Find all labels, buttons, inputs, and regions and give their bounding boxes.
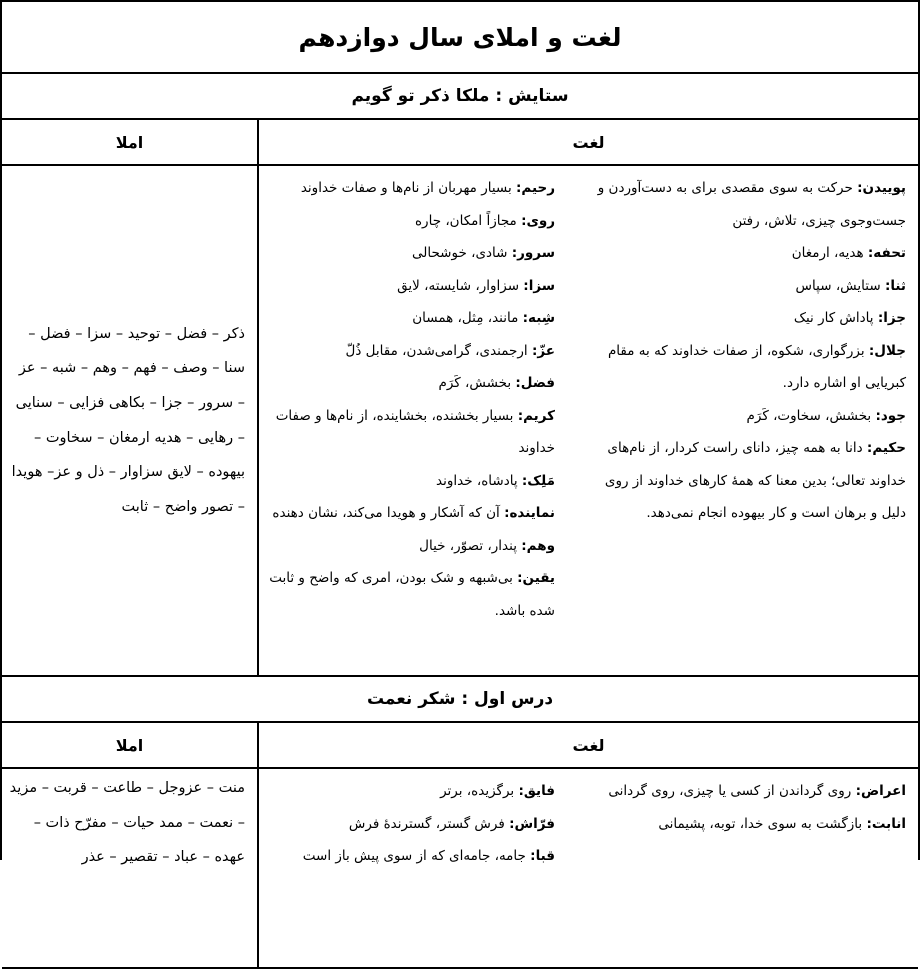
glossary-definition: روی گرداندن از کسی یا چیزی، روی گردانی	[608, 783, 856, 799]
glossary-word: قبا:	[530, 848, 555, 864]
document-title: لغت و املای سال دوازدهم	[2, 2, 918, 74]
glossary-word: تحفه:	[867, 245, 906, 261]
glossary-entry	[577, 172, 906, 237]
glossary-word: جود:	[875, 407, 906, 424]
glossary-entry	[577, 335, 906, 400]
glossary-entry	[267, 205, 555, 238]
glossary-word: نماینده:	[504, 505, 555, 521]
glossary-column-1	[569, 769, 918, 967]
section-heading: ستایش : ملکا ذکر تو گویم	[2, 74, 918, 120]
column-headers	[2, 723, 918, 769]
column-headers	[2, 120, 918, 166]
glossary-definition: بازگشت به سوی خدا، توبه، پشیمانی	[658, 815, 867, 832]
glossary-word: مَلِک:	[521, 472, 555, 489]
section-body	[2, 166, 918, 677]
glossary-definition: مجازاً امکان، چاره	[414, 212, 522, 229]
glossary-definition: بزرگواری، شکوه، از صفات خداوند که به مقام کبریایی او اشاره دارد.	[607, 342, 906, 391]
glossary-entry	[267, 808, 555, 841]
glossary-word: سزا:	[523, 277, 555, 294]
glossary-entry	[267, 465, 555, 498]
glossary-word: شِبه:	[522, 310, 555, 326]
glossary-entry	[267, 840, 555, 873]
glossary-definition: سزاوار، شایسته، لایق	[397, 277, 524, 294]
glossary-entry	[577, 400, 906, 433]
glossary-word: فایق:	[518, 783, 555, 799]
glossary-definition: ارجمندی، گرامی‌شدن، مقابل ذُلّ	[345, 342, 532, 359]
imla-cell	[2, 769, 257, 967]
glossary-entry	[267, 497, 555, 530]
imla-text: منت – عزوجل – طاعت – قربت – مزید – نعمت – ممد حیات – مفرّح ذات – عهده – عباد – تقصیر – عذر	[9, 780, 245, 866]
glossary-definition: بخشش، کَرَم	[438, 375, 516, 391]
glossary-definition: پادشاه، خداوند	[436, 472, 522, 489]
glossary-entry	[267, 237, 555, 270]
imla-header: املا	[115, 132, 144, 152]
glossary-entry	[267, 400, 555, 465]
glossary-entry	[267, 172, 555, 205]
glossary-definition: مانند، مِثل، همسان	[412, 310, 523, 326]
glossary-entry	[267, 335, 555, 368]
glossary-definition: برگزیده، برتر	[440, 783, 519, 799]
glossary-word: ثنا:	[884, 277, 906, 294]
glossary-definition: هدیه، ارمغان	[791, 245, 868, 261]
glossary-entry	[267, 367, 555, 400]
glossary-word: جلال:	[868, 342, 906, 359]
glossary-column-2	[259, 769, 569, 967]
glossary-definition: بخشش، سخاوت، کَرَم	[746, 407, 876, 424]
glossary-definition: شادی، خوشحالی	[411, 245, 512, 261]
glossary-word: سرور:	[511, 245, 555, 261]
glossary-definition: پندار، تصوّر، خیال	[419, 537, 522, 554]
imla-text: ذکر – فضل – توحید – سزا – فضل – سنا – وصف – فهم – وهم – شبه – عز – سرور – جزا – بکاهی فزایی – سنایی – رهایی – هدیه ارمغان – سخاوت – بیهوده – لایق سزاوار – ذل و عز– هویدا – تصور واضح – ثابت	[11, 325, 245, 515]
glossary-definition: دانا به همه چیز، دانای راست کردار، از نام‌های خداوند تعالی؛ بدین معنا که همهٔ کارهای خداوند از روی دلیل و برهان است و کار بیهوده انجام نمی‌دهد.	[604, 440, 906, 521]
glossary-definition: پاداش کار نیک	[793, 310, 878, 326]
glossary-word: جزا:	[877, 310, 906, 326]
glossary-word: انابت:	[866, 815, 906, 832]
glossary-entry	[577, 237, 906, 270]
glossary-word: روی:	[521, 212, 555, 229]
glossary-word: کریم:	[517, 407, 555, 424]
glossary-word: حکیم:	[866, 440, 906, 456]
lughat-header: لغت	[257, 723, 918, 767]
glossary-word: فرّاش:	[509, 815, 555, 832]
glossary-definition: بسیار بخشنده، بخشاینده، از نام‌ها و صفات خداوند	[275, 407, 555, 456]
glossary-word: عزّ:	[531, 342, 555, 359]
glossary-definition: فرش گستر، گسترندهٔ فرش	[348, 815, 510, 832]
lughat-cell	[257, 769, 918, 967]
glossary-column-1	[569, 166, 918, 675]
glossary-entry	[577, 432, 906, 530]
glossary-entry	[267, 775, 555, 808]
glossary-word: رحیم:	[516, 180, 555, 196]
section-body	[2, 769, 918, 969]
lughat-header: لغت	[257, 120, 918, 164]
glossary-column-2	[259, 166, 569, 675]
glossary-definition: جامه، جامه‌ای که از سوی پیش باز است	[302, 848, 531, 864]
glossary-entry	[267, 562, 555, 627]
glossary-word: اعراض:	[855, 783, 906, 799]
glossary-definition: آن که آشکار و هویدا می‌کند، نشان دهنده	[272, 505, 505, 521]
glossary-definition: بی‌شبهه و شک بودن، امری که واضح و ثابت شده باشد.	[269, 570, 555, 619]
glossary-entry	[577, 808, 906, 841]
glossary-definition: ستایش، سپاس	[795, 277, 885, 294]
glossary-entry	[267, 530, 555, 563]
imla-header: املا	[115, 735, 144, 755]
glossary-definition: بسیار مهربان از نام‌ها و صفات خداوند	[300, 180, 516, 196]
glossary-entry	[577, 302, 906, 335]
imla-cell	[2, 166, 257, 675]
lughat-cell	[257, 166, 918, 675]
glossary-entry	[267, 270, 555, 303]
glossary-word: فضل:	[515, 375, 555, 391]
glossary-word: یقین:	[517, 570, 555, 586]
glossary-entry	[577, 775, 906, 808]
glossary-definition: حرکت به سوی مقصدی برای به دست‌آوردن و جست‌وجوی چیزی، تلاش، رفتن	[597, 180, 906, 229]
glossary-word: پوییدن:	[857, 180, 906, 196]
glossary-entry	[267, 302, 555, 335]
glossary-word: وهم:	[521, 537, 555, 554]
section-heading: درس اول : شکر نعمت	[2, 677, 918, 723]
glossary-entry	[577, 270, 906, 303]
